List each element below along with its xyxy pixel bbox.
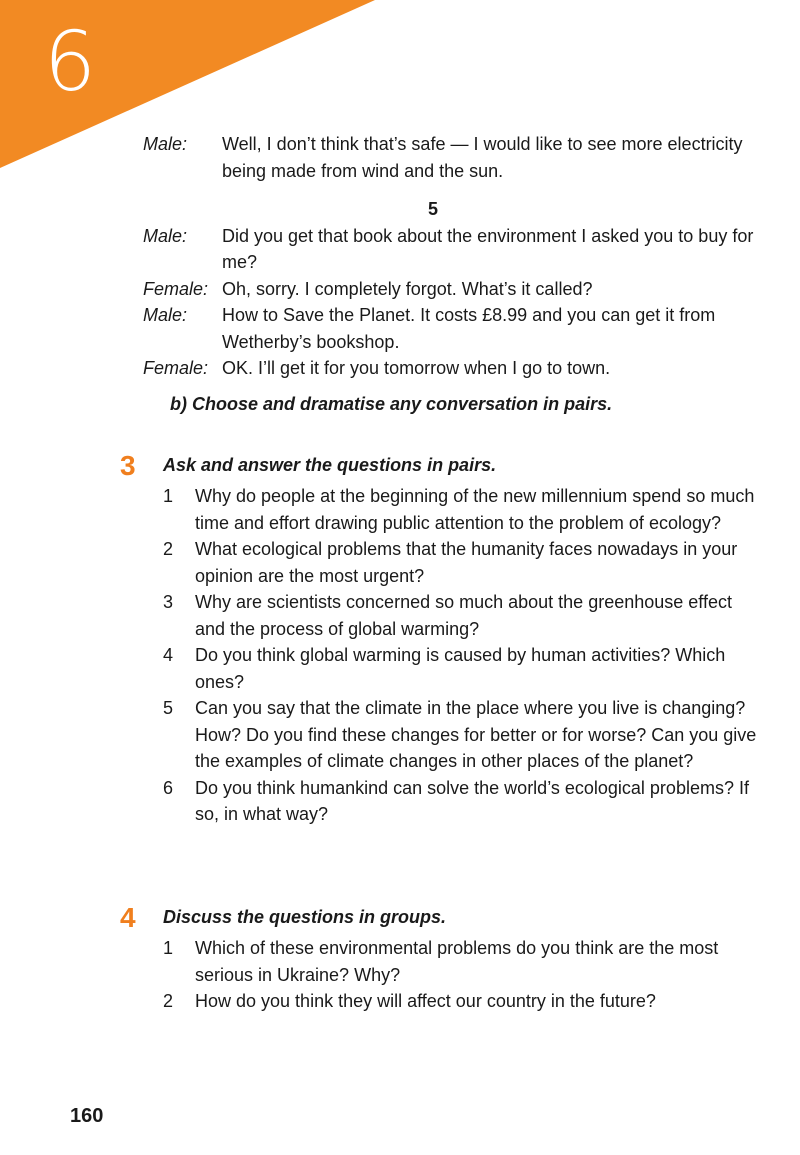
question-number: 1: [163, 938, 174, 958]
list-item: [160, 695, 760, 775]
speech: OK. I’ll get it for you tomorrow when I go to town.: [222, 358, 611, 378]
question-number: 4: [163, 645, 174, 665]
question-text: Can you say that the climate in the place where you live is changing? How? Do you find these changes for better or for worse? Can you give the examples of climate changes in other places of the planet?: [195, 698, 757, 771]
speech: Well, I don’t think that’s safe — I would like to see more electricity being made from wind and the sun.: [222, 134, 743, 181]
question-text: Why do people at the beginning of the new millennium spend so much time and effort drawing public attention to the problem of ecology?: [195, 486, 755, 533]
exercise-4-title: Discuss the questions in groups.: [163, 907, 447, 927]
question-text: How do you think they will affect our country in the future?: [195, 991, 656, 1011]
dialogue-line: [143, 223, 763, 276]
question-number: 5: [163, 698, 174, 718]
exercise-3-title: Ask and answer the questions in pairs.: [163, 455, 497, 475]
speaker: Male:: [143, 134, 188, 154]
list-item: [160, 642, 760, 695]
exercise-4-questions: [160, 935, 760, 1015]
question-number: 6: [163, 777, 174, 798]
speaker: Male:: [143, 225, 188, 246]
question-number: 1: [163, 486, 174, 506]
dialogue-line: [143, 302, 763, 355]
exercise-3-number: 3: [120, 450, 136, 481]
exercise-3-questions: [160, 483, 760, 828]
question-number: 2: [163, 991, 174, 1011]
speaker: Female:: [143, 358, 209, 378]
exercise-4-number: 4: [120, 902, 136, 933]
speech: Oh, sorry. I completely forgot. What’s it called?: [222, 278, 593, 299]
list-item: [160, 988, 760, 1015]
page-number: 160: [70, 1105, 104, 1127]
question-number: 3: [163, 592, 174, 612]
speech: How to Save the Planet. It costs £8.99 and you can get it from Wetherby’s bookshop.: [222, 305, 716, 352]
list-item: [160, 483, 760, 536]
question-number: 2: [163, 539, 174, 559]
dialogue-number: 5: [427, 199, 438, 219]
dialogue-4-end: [143, 131, 763, 184]
question-text: What ecological problems that the humanity faces nowadays in your opinion are the most urgent?: [195, 539, 738, 586]
dialogue-line: [143, 131, 763, 184]
speaker: Male:: [143, 305, 188, 325]
list-item: [160, 536, 760, 589]
question-text: Why are scientists concerned so much about the greenhouse effect and the process of global warming?: [195, 592, 732, 639]
speech: Did you get that book about the environment I asked you to buy for me?: [222, 225, 754, 272]
dialogue-5: [143, 196, 763, 382]
list-item: [160, 589, 760, 642]
list-item: [160, 775, 760, 828]
question-text: Do you think global warming is caused by human activities? Which ones?: [195, 645, 726, 692]
unit-number: 6: [43, 15, 97, 110]
list-item: [160, 935, 760, 988]
task-b-instruction: b) Choose and dramatise any conversation in pairs.: [170, 394, 613, 414]
dialogue-line: [143, 355, 763, 382]
question-text: Do you think humankind can solve the world’s ecological problems? If so, in what way?: [195, 777, 749, 824]
question-text: Which of these environmental problems do you think are the most serious in Ukraine? Why?: [195, 938, 719, 985]
dialogue-line: [143, 276, 763, 303]
speaker: Female:: [143, 278, 209, 299]
